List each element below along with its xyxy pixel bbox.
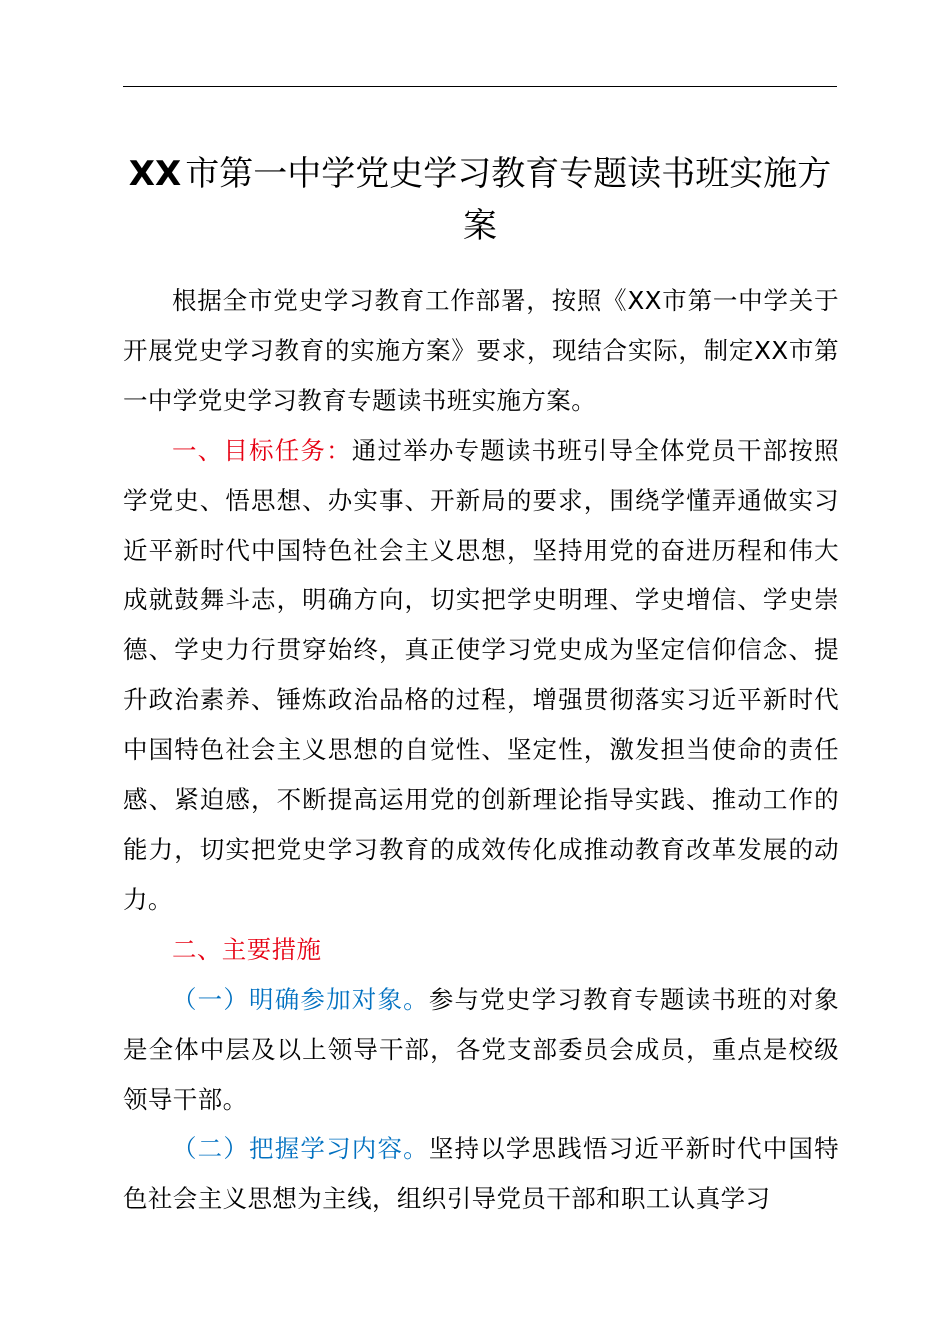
- title-main: 市第一中学党史学习教育专题读书班实施方案: [185, 154, 832, 246]
- participants-paragraph: [123, 975, 839, 1125]
- subsection-heading-participants: （一）明确参加对象。: [172, 984, 429, 1014]
- content-paragraph: [123, 1124, 839, 1224]
- intro-text: 根据全市党史学习教育工作部署，按照《XX市第一中学关于开展党史学习教育的实施方案》要求，现结合实际，制定XX市第一中学党史学习教育专题读书班实施方案。: [123, 286, 839, 415]
- goal-text: 通过举办专题读书班引导全体党员干部按照学党史、悟思想、办实事、开新局的要求，围绕学懂弄通做实习近平新时代中国特色社会主义思想，坚持用党的奋进历程和伟大成就鼓舞斗志，明确方向，切实把学史明理、学史增信、学史崇德、学史力行贯穿始终，真正使学习党史成为坚定信仰信念、提升政治素养、锤炼政治品格的过程，增强贯彻落实习近平新时代中国特色社会主义思想的自觉性、坚定性，激发担当使命的责任感、紧迫感，不断提高运用党的创新理论指导实践、推动工作的能力，切实把党史学习教育的成效传化成推动教育改革发展的动力。: [123, 435, 839, 914]
- measures-paragraph: [123, 925, 839, 975]
- subsection-heading-content: （二）把握学习内容。: [172, 1134, 429, 1164]
- section-heading-measures: 二、主要措施: [172, 934, 322, 964]
- intro-paragraph: [123, 276, 839, 426]
- content-text: 坚持以学思践悟习近平新时代中国特色社会主义思想为主线，组织引导党员干部和职工认真学习: [123, 1134, 839, 1214]
- goal-paragraph: [123, 426, 839, 925]
- title-prefix: XX: [128, 154, 182, 194]
- section-heading-goals: 一、目标任务：: [172, 435, 352, 465]
- participants-text: 参与党史学习教育专题读书班的对象是全体中层及以上领导干部，各党支部委员会成员，重点是校级领导干部。: [123, 984, 839, 1114]
- header-rule: [123, 86, 837, 87]
- page-title: [123, 148, 837, 252]
- document-body: [123, 276, 839, 1224]
